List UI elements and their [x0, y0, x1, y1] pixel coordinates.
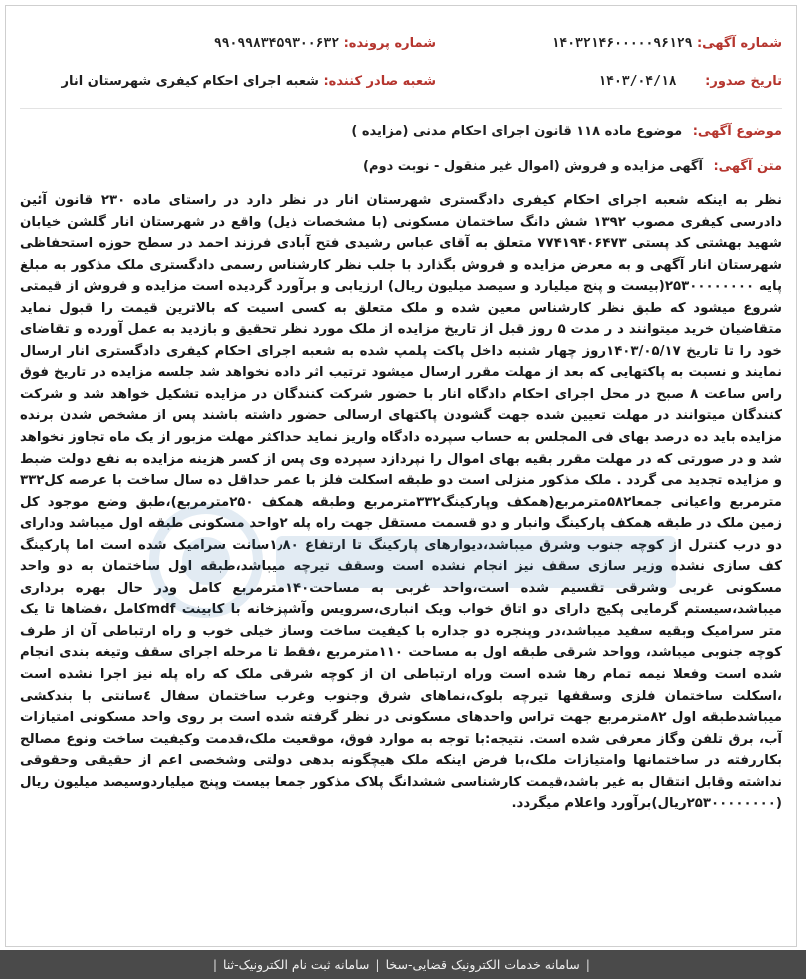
- notice-title-row: [363, 159, 782, 174]
- footer-pipe: |: [585, 957, 590, 972]
- subject-value: موضوع ماده ۱۱۸ قانون اجرای احکام مدنی (مزایده ): [351, 124, 683, 139]
- issue-date-value: ۱۴۰۳/۰۴/۱۸: [598, 74, 677, 89]
- case-number-row: [214, 36, 436, 51]
- notice-frame: [5, 5, 797, 947]
- header-divider: [20, 108, 782, 109]
- notice-number-label: شماره آگهی:: [696, 36, 782, 51]
- notice-title: آگهی مزایده و فروش (اموال غیر منقول - نوبت دوم): [363, 159, 703, 174]
- subject-row: [351, 124, 782, 139]
- footer-link-sakha[interactable]: سامانه خدمات الکترونیک قضایی-سخا: [385, 957, 580, 972]
- subject-label: موضوع آگهی:: [692, 124, 782, 139]
- case-number-value: ۹۹۰۹۹۸۳۴۵۹۳۰۰۶۳۲: [213, 36, 340, 51]
- footer-link-tana[interactable]: سامانه ثبت نام الکترونیک-ثنا: [223, 957, 370, 972]
- footer-pipe: |: [375, 957, 380, 972]
- footer-bar: [0, 950, 806, 979]
- notice-text-label: متن آگهی:: [713, 159, 782, 174]
- notice-number-row: [552, 36, 782, 51]
- issue-date-row: [598, 74, 782, 89]
- footer-pipe: |: [212, 957, 218, 972]
- issue-date-label: تاریخ صدور:: [705, 74, 782, 89]
- issuer-row: [61, 74, 436, 89]
- issuer-value: شعبه اجرای احکام کیفری شهرستان انار: [61, 74, 319, 89]
- issuer-label: شعبه صادر کننده:: [323, 74, 436, 89]
- case-number-label: شماره پرونده:: [343, 36, 436, 51]
- notice-number-value: ۱۴۰۳۲۱۴۶۰۰۰۰۰۹۶۱۲۹: [551, 36, 693, 51]
- notice-body: نظر به اینکه شعبه اجرای احکام کیفری دادگستری شهرستان انار در نظر دارد در راستای ماده ۲۳۰ قانون آئین دادرسی کیفری مصوب ۱۳۹۲ شش دانگ ساختمان مسکونی (با مشخصات ذیل) واقع در شهرستان انار گلشن خیابان شهید بهشتی کد پستی ۷۷۴۱۹۴۰۶۴۷۳ متعلق به آقای عباس رشیدی فتح آبادی فرزند احمد در سطح حوزه استحفاظی شهرستان انار آگهی و به معرض مزایده و فروش بگذارد با جلب نظر کارشناس رسمی دادگستری ملک مذکور به مبلغ پایه ۲۵۳۰۰۰۰۰۰۰۰(بیست و پنج میلیارد و سیصد میلیون ریال) ارزیابی و برآورد گردیده است مزایده و فروش از قیمتی شروع میشود که طبق نظر کارشناس معین شده و ملک متعلق به کسی اسیت که بالاترین قیمت را قبول نماید متقاضیان خرید میتوانند د ر مدت ۵ روز قبل از تاریخ مزایده از ملک مورد نظر تحقیق و بازدید به عمل آورده و تقاضای خود را تا تاریخ ۱۴۰۳/۰۵/۱۷روز چهار شنبه داخل پاکت پلمپ شده به شعبه اجرای احکام کیفری دادگستری انار ارسال نمایند و نسبت به پاکتهایی که بعد از مهلت مقرر ارسال میشود ترتیب اثر داده نخواهد شد جلسه مزایده در تاریخ فوق راس ساعت ۸ صبح در محل اجرای احکام دادگاه انار با حضور شرکت کنندگان در مزایده تشکیل خواهد شد و شرکت کنندگان میتوانند در مهلت تعیین شده جهت گشودن پاکتهای ارسالی حضور داشته باشند پس از مشخص شدن برنده مزایده باید ده درصد بهای فی المجلس به حساب سپرده دادگاه واریز نماید حداکثر مهلت مزبور از یک ماه تجاوز نخواهد شد و در صورتی که در مهلت مقرر بقیه بهای اموال را نپردازد سپرده وی پس از کسر هزینه مزایده به نفع دولت ضبط و مزایده تجدید می گردد . ملک مذکور منزلی است دو طبقه اسکلت فلز با عمر حداقل ده سال ساخت با عرصه کل۳۳۲ مترمربع واعیانی جمعا۵۸۲مترمربع(همکف وپارکینگ۳۳۲مترمربع وطبقه همکف ۲۵۰مترمربع)،طبق وضع موجود کل زمین ملک در طبقه همکف پارکینگ وانبار و دو قسمت مستقل جهت راه پله ۲واحد مسکونی طبقه اول میباشد ودارای دو درب کنترل از کوچه جنوب وشرق میباشد،دیوارهای پارکینگ تا ارتفاع ۱٫۸۰سانت سرامیک شده است اما پارکینگ کف سازی نشده وزیر سازی سقف نیز انجام نشده است وسقف تیرچه میباشد،طبقه اول ساختمان به دو واحد مسکونی غربی وشرقی تقسیم شده است،واحد غربی به مساحت۱۴۰مترمربع کامل ودر حال بهره برداری میباشد،سیستم گرمایی پکیج دارای دو اتاق خواب ویک انباری،سرویس وآشپزخانه با کابینت mdfکامل ،فضاها تا یک متر سرامیک وبقیه سفید میباشد،در وپنجره دو جداره با کیفیت ساخت وساز خیلی خوب و راه ارتباطی آن از طرف کوچه جنوبی میباشد، وواحد شرقی طبقه اول به مساحت ۱۱۰مترمربع ،فقط تا مرحله اجرای سقف وتیغه بندی انجام شده است وفعلا نیمه تمام رها شده است وراه ارتباطی ان از کوچه شرقی ملک که راه پله نیز اجرا نشده است ،اسکلت ساختمان فلزی وسقفها تیرچه بلوک،نماهای شرق وجنوب وغرب ساختمان سفال ٤سانتی با بندکشی میباشدطبقه اول ۸۲مترمربع جهت تراس واحدهای مسکونی در نظر گرفته شده است بر روی واحد مسکونی امتیازات آب، برق تلفن وگاز معرفی شده است. نتیجه:با توجه به موارد فوق، موقعیت ملک،قدمت وکیفیت ساخت ونوع مصالح بکاررفته در ساختمانها وامتیازات ملک،با فرض اینکه ملک هیچگونه بدهی دولتی وشخصی اعم از حقیقی وحقوقی نداشته وقابل انتقال به غیر باشد،قیمت کارشناسی ششدانگ پلاک مذکور جمعا بیست وپنج میلیاردوسیصد میلیون ریال (۲۵۳۰۰۰۰۰۰۰۰ریال)برآورد واعلام میگردد.: [20, 193, 783, 812]
